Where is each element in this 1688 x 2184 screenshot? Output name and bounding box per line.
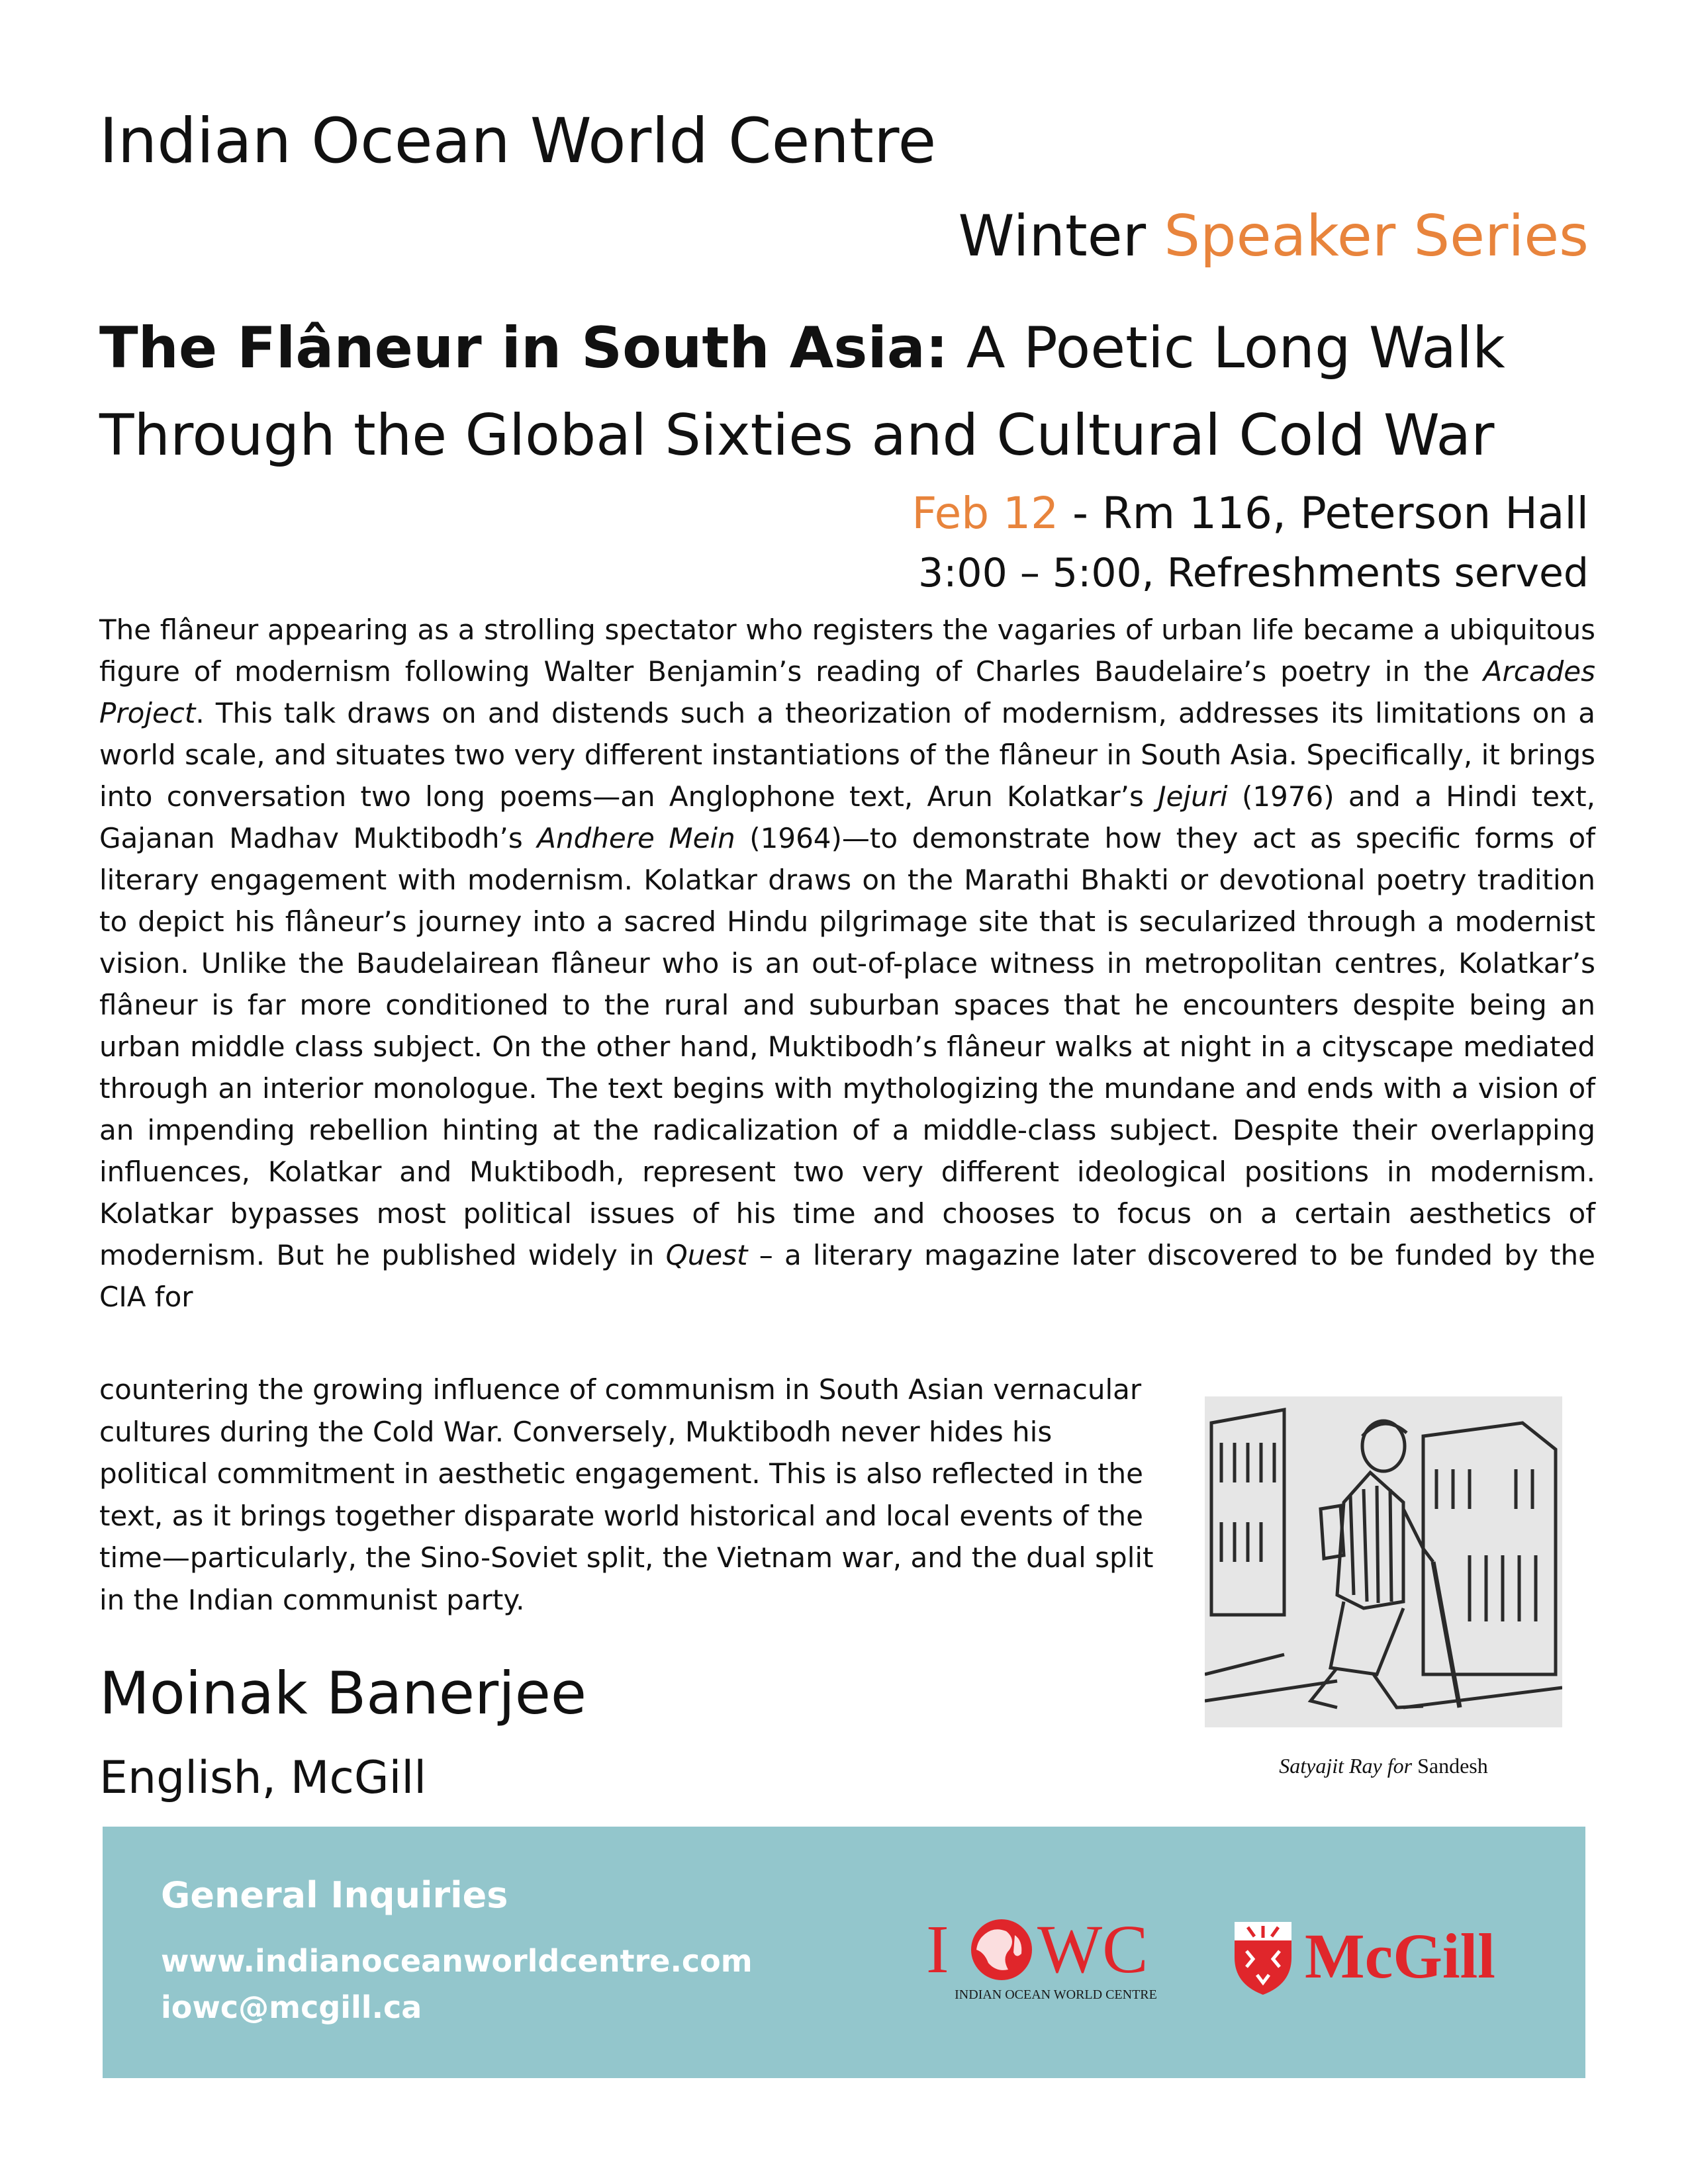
- series-highlight: Speaker Series: [1164, 203, 1589, 269]
- illustration-caption: [1205, 1754, 1562, 1778]
- footer-panel: [103, 1827, 1585, 2078]
- abstract-text: (1964)—to demonstrate how they act as specific forms of literary engagement with modernism. Kolatkar draws on the Marathi Bhakti or devotional poetry tradition to depict his flâneur’s journey into a sacred Hindu pilgrimage site that is secularized through a modernist vision. Unlike the Baudelairean flâneur who is an out-of-place witness in metropolitan centres, Kolatkar’s flâneur is far more conditioned to the rural and suburban spaces that he encounters despite being an urban middle class subject. On the other hand, Muktibodh’s flâneur walks at night in a cityscape mediated through an interior monologue. The text begins with mythologizing the mundane and ends with a vision of an impending rebellion hinting at the radicalization of a middle-class subject. Despite their overlapping influences, Kolatkar and Muktibodh, represent two very different ideological positions in modernism. Kolatkar bypasses most political issues of his time and chooses to focus on a certain aesthetics of modernism. But he published widely in: [99, 822, 1595, 1271]
- event-time: 3:00 – 5:00, Refreshments served: [918, 550, 1589, 596]
- event-location: - Rm 116, Peterson Hall: [1058, 488, 1589, 539]
- abstract-work-title: Jejuri: [1158, 780, 1228, 813]
- talk-title: [99, 304, 1609, 479]
- walking-man-sketch-icon: [1205, 1396, 1562, 1727]
- caption-publication: Sandesh: [1412, 1754, 1488, 1778]
- abstract-text: The flâneur appearing as a strolling spectator who registers the vagaries of urban life became a ubiquitous figure of modernism following Walter Benjamin’s reading of Charles Baudelaire’s poetry in the: [99, 614, 1595, 688]
- abstract-paragraph: [99, 609, 1595, 1318]
- svg-text:WC: WC: [1037, 1911, 1149, 1987]
- email-link[interactable]: iowc@mcgill.ca: [161, 1989, 422, 2025]
- mcgill-logo: [1228, 1913, 1546, 1999]
- abstract-text: . This talk draws on and distends such a theorization of modernism, addresses its limitations on a world scale, and situates two very different instantiations of the flâneur in South Asia. Specifically, it brings into conversation two long poems—an Anglophone text, Arun Kolatkar’s: [99, 697, 1595, 813]
- abstract-work-title: Andhere Mein: [537, 822, 735, 854]
- abstract-text: – a literary magazine later discovered to be funded by the CIA for: [99, 1239, 1595, 1313]
- iowc-logo: [923, 1906, 1188, 2012]
- svg-text:I: I: [926, 1911, 949, 1987]
- iowc-logo-subtitle: INDIAN OCEAN WORLD CENTRE: [955, 1987, 1157, 2002]
- talk-title-bold: The Flâneur in South Asia:: [99, 315, 949, 381]
- series-line: [959, 204, 1589, 269]
- abstract-continuation: countering the growing influence of communism in South Asian vernacular cultures during the Cold War. Conversely, Muktibodh never hides his political commitment in aesthetic engagement. This is also reflected in the text, as it brings together disparate world historical and local events of the time—particularly, the Sino-Soviet split, the Vietnam war, and the dual split in the Indian communist party.: [99, 1373, 1154, 1616]
- abstract-text: (1976) and a Hindi text, Gajanan Madhav Muktibodh’s: [99, 780, 1595, 854]
- talk-title-rest: A Poetic Long Walk Through the Global Sixties and Cultural Cold War: [99, 315, 1505, 469]
- flaneur-illustration: [1205, 1396, 1562, 1727]
- event-date: Feb 12: [912, 488, 1059, 539]
- date-location-line: [912, 488, 1589, 539]
- abstract-work-title: Quest: [665, 1239, 748, 1271]
- speaker-name: Moinak Banerjee: [99, 1659, 586, 1727]
- speaker-affiliation: English, McGill: [99, 1752, 427, 1804]
- abstract-work-title: Arcades Project: [99, 655, 1595, 729]
- series-prefix: Winter: [958, 203, 1164, 269]
- svg-text:McGill: McGill: [1305, 1921, 1495, 1991]
- organization-title: Indian Ocean World Centre: [99, 105, 937, 177]
- inquiries-heading: General Inquiries: [161, 1874, 508, 1916]
- caption-credit: Satyajit Ray for: [1279, 1754, 1413, 1778]
- website-link[interactable]: www.indianoceanworldcentre.com: [161, 1943, 753, 1979]
